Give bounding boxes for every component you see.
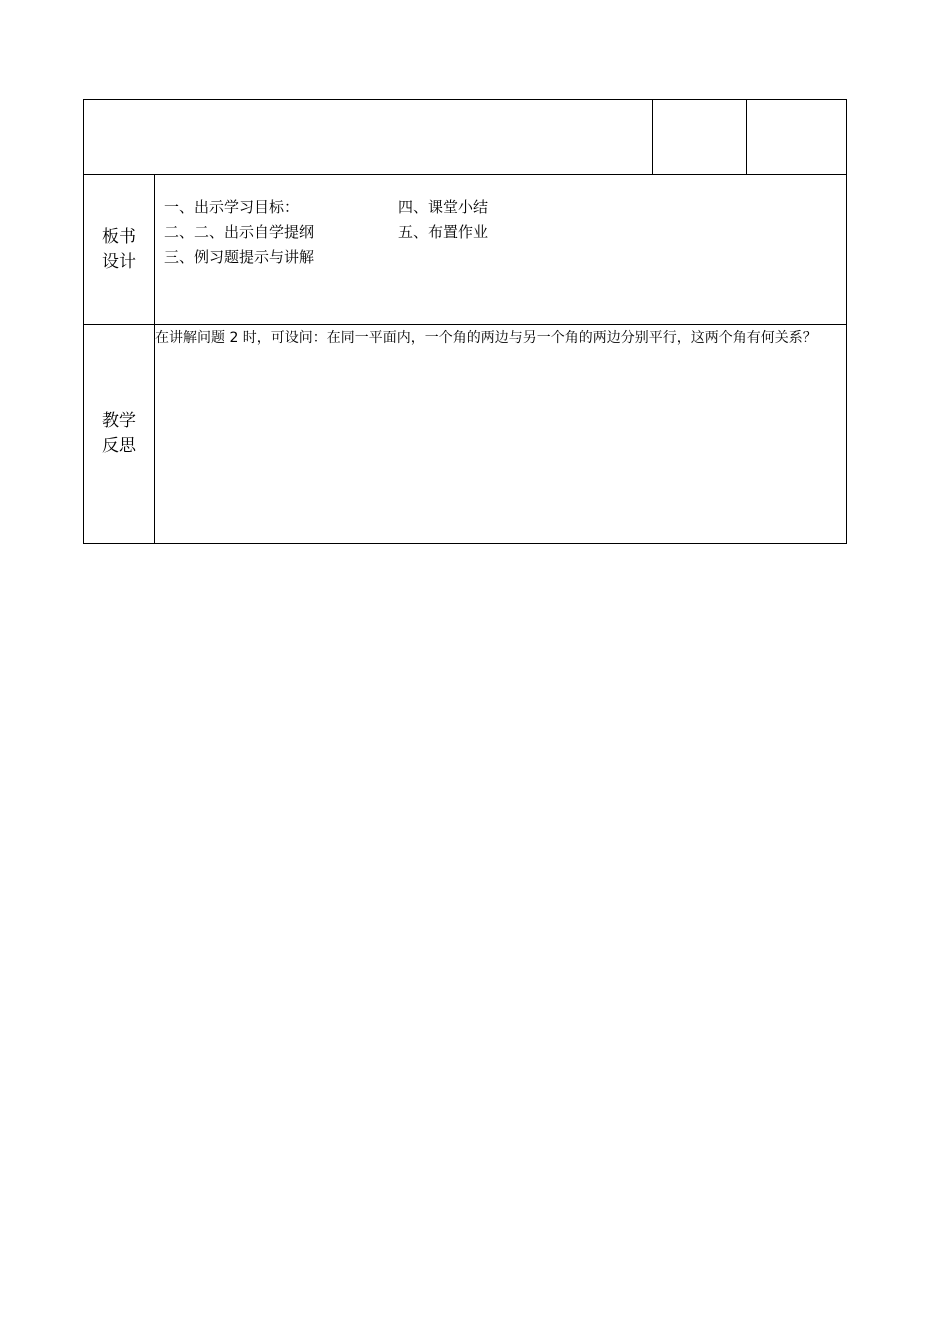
table-row-board-design [84, 175, 847, 325]
table-row-teaching-reflection [84, 325, 847, 544]
empty-cell-small-2 [747, 100, 847, 175]
board-item-5: 五、布置作业 [398, 223, 489, 241]
board-outline-right [398, 195, 488, 245]
teaching-reflection-label-line1: 教学 [102, 411, 136, 431]
board-design-label-line1: 板书 [102, 226, 136, 247]
teaching-reflection-label [84, 325, 155, 544]
board-item-4: 四、课堂小结 [398, 198, 489, 216]
table-row-top [84, 100, 847, 175]
empty-cell-small-1 [653, 100, 747, 175]
board-design-label [84, 175, 155, 325]
board-item-3: 三、例习题提示与讲解 [164, 248, 315, 266]
teaching-reflection-text: 在讲解问题 2 时，可设问：在同一平面内，一个角的两边与另一个角的两边分别平行，这两个角有何关系？ [155, 325, 847, 544]
board-design-label-line2: 设计 [102, 251, 136, 272]
teaching-reflection-label-line2: 反思 [102, 436, 136, 456]
board-outline-left [164, 195, 314, 270]
lesson-plan-table [83, 99, 847, 544]
board-item-1: 一、出示学习目标： [164, 198, 300, 216]
board-item-2: 二、二、出示自学提纲 [164, 223, 315, 241]
board-design-content [155, 175, 847, 325]
empty-cell-main [84, 100, 653, 175]
